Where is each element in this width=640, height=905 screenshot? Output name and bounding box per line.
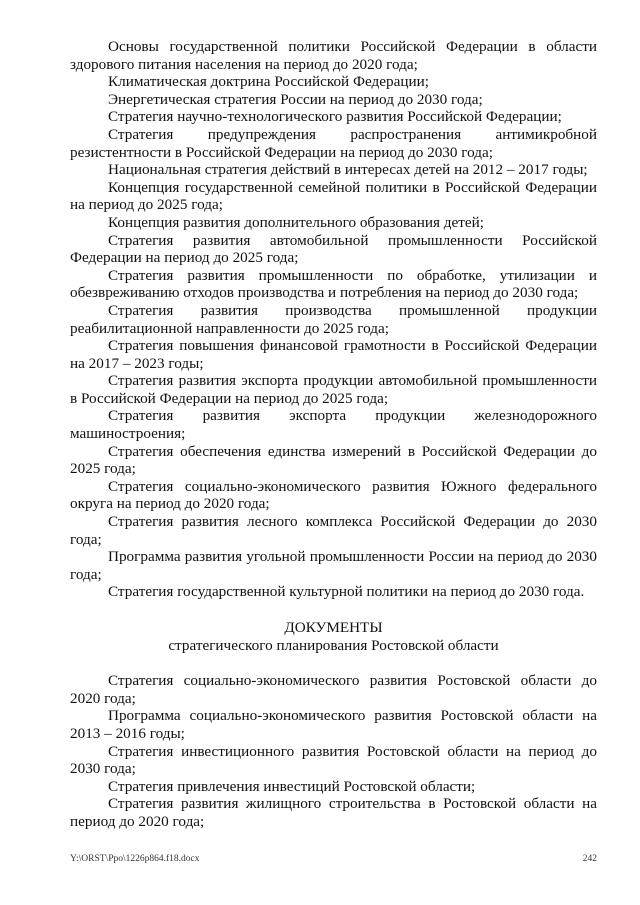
list-item: Стратегия развития экспорта продукции железнодорожного машиностроения;	[70, 407, 597, 443]
list-item: Концепция развития дополнительного образования детей;	[108, 213, 484, 231]
list-item: Стратегия государственной культурной политики на период до 2030 года.	[108, 583, 585, 601]
list-item: Концепция государственной семейной политики в Российской Федерации на период до 2025 года;	[70, 178, 597, 214]
federal-documents-list	[70, 38, 597, 601]
document-page	[70, 38, 597, 831]
list-item: Программа социально-экономического развития Ростовской области на 2013 – 2016 годы;	[70, 707, 597, 742]
page-number: 242	[582, 854, 597, 864]
list-item: Стратегия развития промышленности по обработке, утилизации и обезвреживанию отходов производства и потребления на период до 2030 года;	[70, 266, 597, 302]
list-item: Основы государственной политики Российской Федерации в области здорового питания населения на период до 2020 года;	[70, 38, 597, 73]
list-item: Стратегия предупреждения распространения антимикробной резистентности в Российской Федерации на период до 2030 года;	[70, 125, 597, 161]
list-item: Стратегия привлечения инвестиций Ростовской области;	[108, 777, 476, 795]
list-item: Стратегия социально-экономического развития Южного федерального округа на период до 2020 года;	[70, 477, 597, 513]
list-item: Стратегия повышения финансовой грамотности в Российской Федерации на 2017 – 2023 годы;	[70, 337, 597, 372]
file-path: Y:\ORST\Ppo\1226p864.f18.docx	[70, 854, 200, 864]
list-item: Программа развития угольной промышленности России на период до 2030 года;	[70, 548, 597, 583]
list-item: Стратегия развития экспорта продукции автомобильной промышленности в Российской Федерации на период до 2025 года;	[70, 372, 597, 407]
list-item: Национальная стратегия действий в интересах детей на 2012 – 2017 годы;	[108, 161, 588, 179]
list-item: Стратегия социально-экономического развития Ростовской области до 2020 года;	[70, 672, 597, 707]
list-item: Стратегия инвестиционного развития Ростовской области на период до 2030 года;	[70, 742, 597, 778]
list-item: Стратегия развития производства промышленной продукции реабилитационной направленности до 2025 года;	[70, 301, 597, 337]
list-item: Энергетическая стратегия России на период до 2030 года;	[108, 90, 483, 108]
list-item: Стратегия развития автомобильной промышленности Российской Федерации на период до 2025 года;	[70, 231, 597, 267]
section-subtitle: стратегического планирования Ростовской области	[168, 636, 499, 654]
list-item: Стратегия развития жилищного строительства в Ростовской области на период до 2020 года;	[70, 795, 597, 830]
list-item: Стратегия развития лесного комплекса Российской Федерации до 2030 года;	[70, 513, 597, 548]
list-item: Климатическая доктрина Российской Федерации;	[108, 73, 429, 91]
regional-documents-list	[70, 672, 597, 830]
list-item: Стратегия научно-технологического развития Российской Федерации;	[108, 108, 562, 126]
section-title: ДОКУМЕНТЫ	[284, 619, 383, 636]
list-item: Стратегия обеспечения единства измерений в Российской Федерации до 2025 года;	[70, 442, 597, 478]
